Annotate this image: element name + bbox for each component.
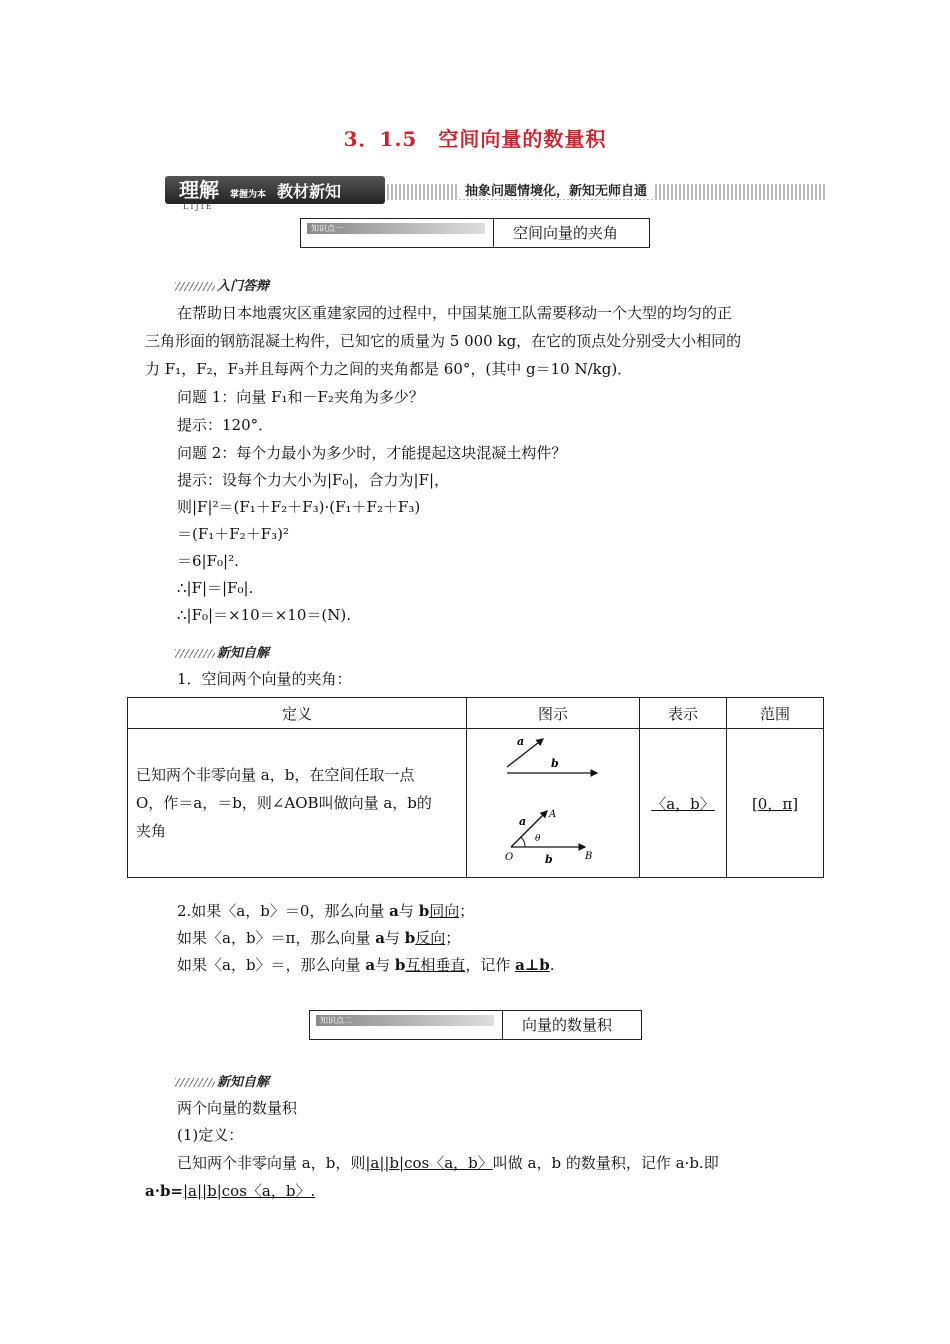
intro-line: 力 F₁，F₂，F₃并且每两个力之间的夹角都是 60°，(其中 g＝10 N/kg)． bbox=[145, 360, 633, 378]
angle-diagram bbox=[467, 729, 639, 873]
definition-cell bbox=[128, 729, 467, 878]
knowledge-box-2 bbox=[309, 1010, 642, 1040]
item2-line bbox=[177, 901, 857, 921]
item2-text: 与 bbox=[384, 929, 405, 947]
intro-line: ＝(F₁＋F₂＋F₃)² bbox=[177, 525, 289, 543]
vector-b: b bbox=[418, 902, 430, 920]
dot-sub: (1)定义： bbox=[177, 1126, 244, 1144]
intro-line: 则|F|²＝(F₁＋F₂＋F₃)·(F₁＋F₂＋F₃) bbox=[177, 498, 421, 516]
item2-text: ； bbox=[459, 902, 475, 920]
definition-line: 已知两个非零向量 a，b，在空间任取一点 bbox=[136, 766, 415, 784]
knowledge-title-1: 空间向量的夹角 bbox=[513, 224, 619, 242]
dot-text: a·b= bbox=[145, 1182, 183, 1200]
section-banner bbox=[165, 176, 827, 211]
intro-line: 提示：120°． bbox=[177, 416, 274, 434]
vector-a: a bbox=[389, 902, 399, 920]
banner-sub: LIJIE bbox=[183, 202, 214, 211]
notation-value: 〈a，b〉 bbox=[651, 794, 715, 813]
definition-line: O，作＝a，＝b，则∠AOB叫做向量 a，b的 bbox=[136, 794, 432, 812]
diagram-label: B bbox=[585, 851, 593, 862]
stripe-icon bbox=[175, 1078, 215, 1087]
item2-text: ，记作 bbox=[465, 956, 516, 974]
angle-table bbox=[127, 697, 824, 878]
intro-line: 问题 2：每个力最小为多少时，才能提起这块混凝土构件？ bbox=[177, 444, 567, 462]
item2-text: 与 bbox=[398, 902, 419, 920]
dot-answer: |a||b|cos〈a，b〉. bbox=[183, 1182, 316, 1200]
diagram-label: a bbox=[517, 735, 525, 748]
diagram-cell bbox=[467, 729, 640, 878]
range-cell bbox=[727, 729, 824, 878]
vector-a: a bbox=[375, 929, 385, 947]
item2-text: 如果〈a，b〉＝，那么向量 bbox=[177, 956, 366, 974]
intro-line: 问题 1：向量 F₁和－F₂夹角为多少？ bbox=[177, 388, 424, 406]
item2-text: 与 bbox=[375, 956, 395, 974]
dot-text: 叫做 a，b 的数量积，记作 a·b.即 bbox=[492, 1154, 719, 1172]
knowledge-label-1: 知识点一 bbox=[307, 223, 485, 234]
knowledge-box-1 bbox=[300, 218, 650, 248]
intro-line: ∴|F|＝|F₀|. bbox=[177, 579, 254, 597]
table-header: 图示 bbox=[467, 698, 640, 729]
diagram-label: A bbox=[549, 809, 557, 820]
section-new1-label: 新知自解 bbox=[217, 646, 270, 661]
item2-text: ； bbox=[445, 929, 461, 947]
table-header: 定义 bbox=[128, 698, 467, 729]
notation-cell bbox=[640, 729, 727, 878]
banner-side-label: 掌握为本 bbox=[229, 190, 266, 200]
banner-tag: 抽象问题情境化，新知无师自通 bbox=[459, 180, 653, 199]
knowledge-divider bbox=[493, 219, 494, 247]
vector-oa-arrow bbox=[511, 811, 547, 847]
intro-line: 三角形面的钢筋混凝土构件，已知它的质量为 5 000 kg，在它的顶点处分别受大小相同的 bbox=[145, 332, 742, 350]
dot-answer: |a||b|cos〈a，b〉 bbox=[365, 1154, 493, 1172]
dot-line-1 bbox=[177, 1153, 857, 1173]
diagram-label: b bbox=[551, 757, 559, 770]
vector-a: a bbox=[365, 956, 376, 974]
table-header: 表示 bbox=[640, 698, 727, 729]
item1-text: 1．空间两个向量的夹角： bbox=[177, 670, 352, 688]
table-header: 范围 bbox=[727, 698, 824, 729]
section-new1-heading bbox=[175, 642, 269, 661]
dot-heading: 两个向量的数量积 bbox=[177, 1099, 298, 1117]
item2-line bbox=[177, 928, 857, 948]
diagram-label: θ bbox=[535, 834, 541, 844]
diagram-label: a bbox=[519, 815, 527, 828]
table-row bbox=[128, 729, 824, 878]
knowledge-title-2: 向量的数量积 bbox=[522, 1016, 613, 1034]
intro-line: 在帮助日本地震灾区重建家园的过程中，中国某施工队需要移动一个大型的均匀的正 bbox=[177, 304, 733, 322]
intro-line: 提示：设每个力大小为|F₀|，合力为|F|， bbox=[177, 471, 450, 489]
banner-main-label: 理解 bbox=[179, 178, 219, 202]
item2-answer: 反向 bbox=[415, 929, 446, 947]
table-header-row bbox=[128, 698, 824, 729]
vector-a-arrow bbox=[507, 739, 543, 767]
stripe-icon bbox=[175, 649, 215, 658]
item2-text: 如果〈a，b〉＝π，那么向量 bbox=[177, 929, 376, 947]
item2-line bbox=[177, 955, 857, 975]
definition-line: 夹角 bbox=[136, 822, 167, 840]
page-title: 3．1.5 空间向量的数量积 bbox=[343, 127, 607, 151]
dot-line-2 bbox=[145, 1181, 825, 1201]
vector-b: b bbox=[404, 929, 416, 947]
range-value: [0，π] bbox=[751, 794, 799, 813]
item2-answer: 同向 bbox=[429, 902, 460, 920]
section-intro-heading bbox=[175, 275, 269, 294]
diagram-label: O bbox=[505, 852, 514, 863]
knowledge-divider bbox=[502, 1011, 503, 1039]
banner-book-label: 教材新知 bbox=[276, 182, 341, 201]
knowledge-label-2: 知识点二 bbox=[316, 1015, 494, 1026]
item2-text: . bbox=[549, 956, 555, 974]
vector-b: b bbox=[394, 956, 406, 974]
diagram-label: b bbox=[545, 853, 553, 866]
intro-line: ＝6|F₀|². bbox=[177, 552, 239, 570]
section-new2-label: 新知自解 bbox=[217, 1075, 270, 1090]
item2-answer: a⊥b bbox=[515, 956, 550, 974]
angle-arc bbox=[521, 837, 525, 847]
item2-text: 2.如果〈a，b〉＝0，那么向量 bbox=[177, 902, 390, 920]
section-new2-heading bbox=[175, 1071, 269, 1090]
intro-line: ∴|F₀|＝×10＝×10＝(N). bbox=[177, 606, 351, 624]
dot-text: 已知两个非零向量 a，b，则 bbox=[177, 1154, 366, 1172]
section-intro-label: 入门答辩 bbox=[217, 279, 270, 294]
item2-answer: 互相垂直 bbox=[405, 956, 466, 974]
banner-main bbox=[165, 176, 385, 204]
stripe-icon bbox=[175, 282, 215, 291]
